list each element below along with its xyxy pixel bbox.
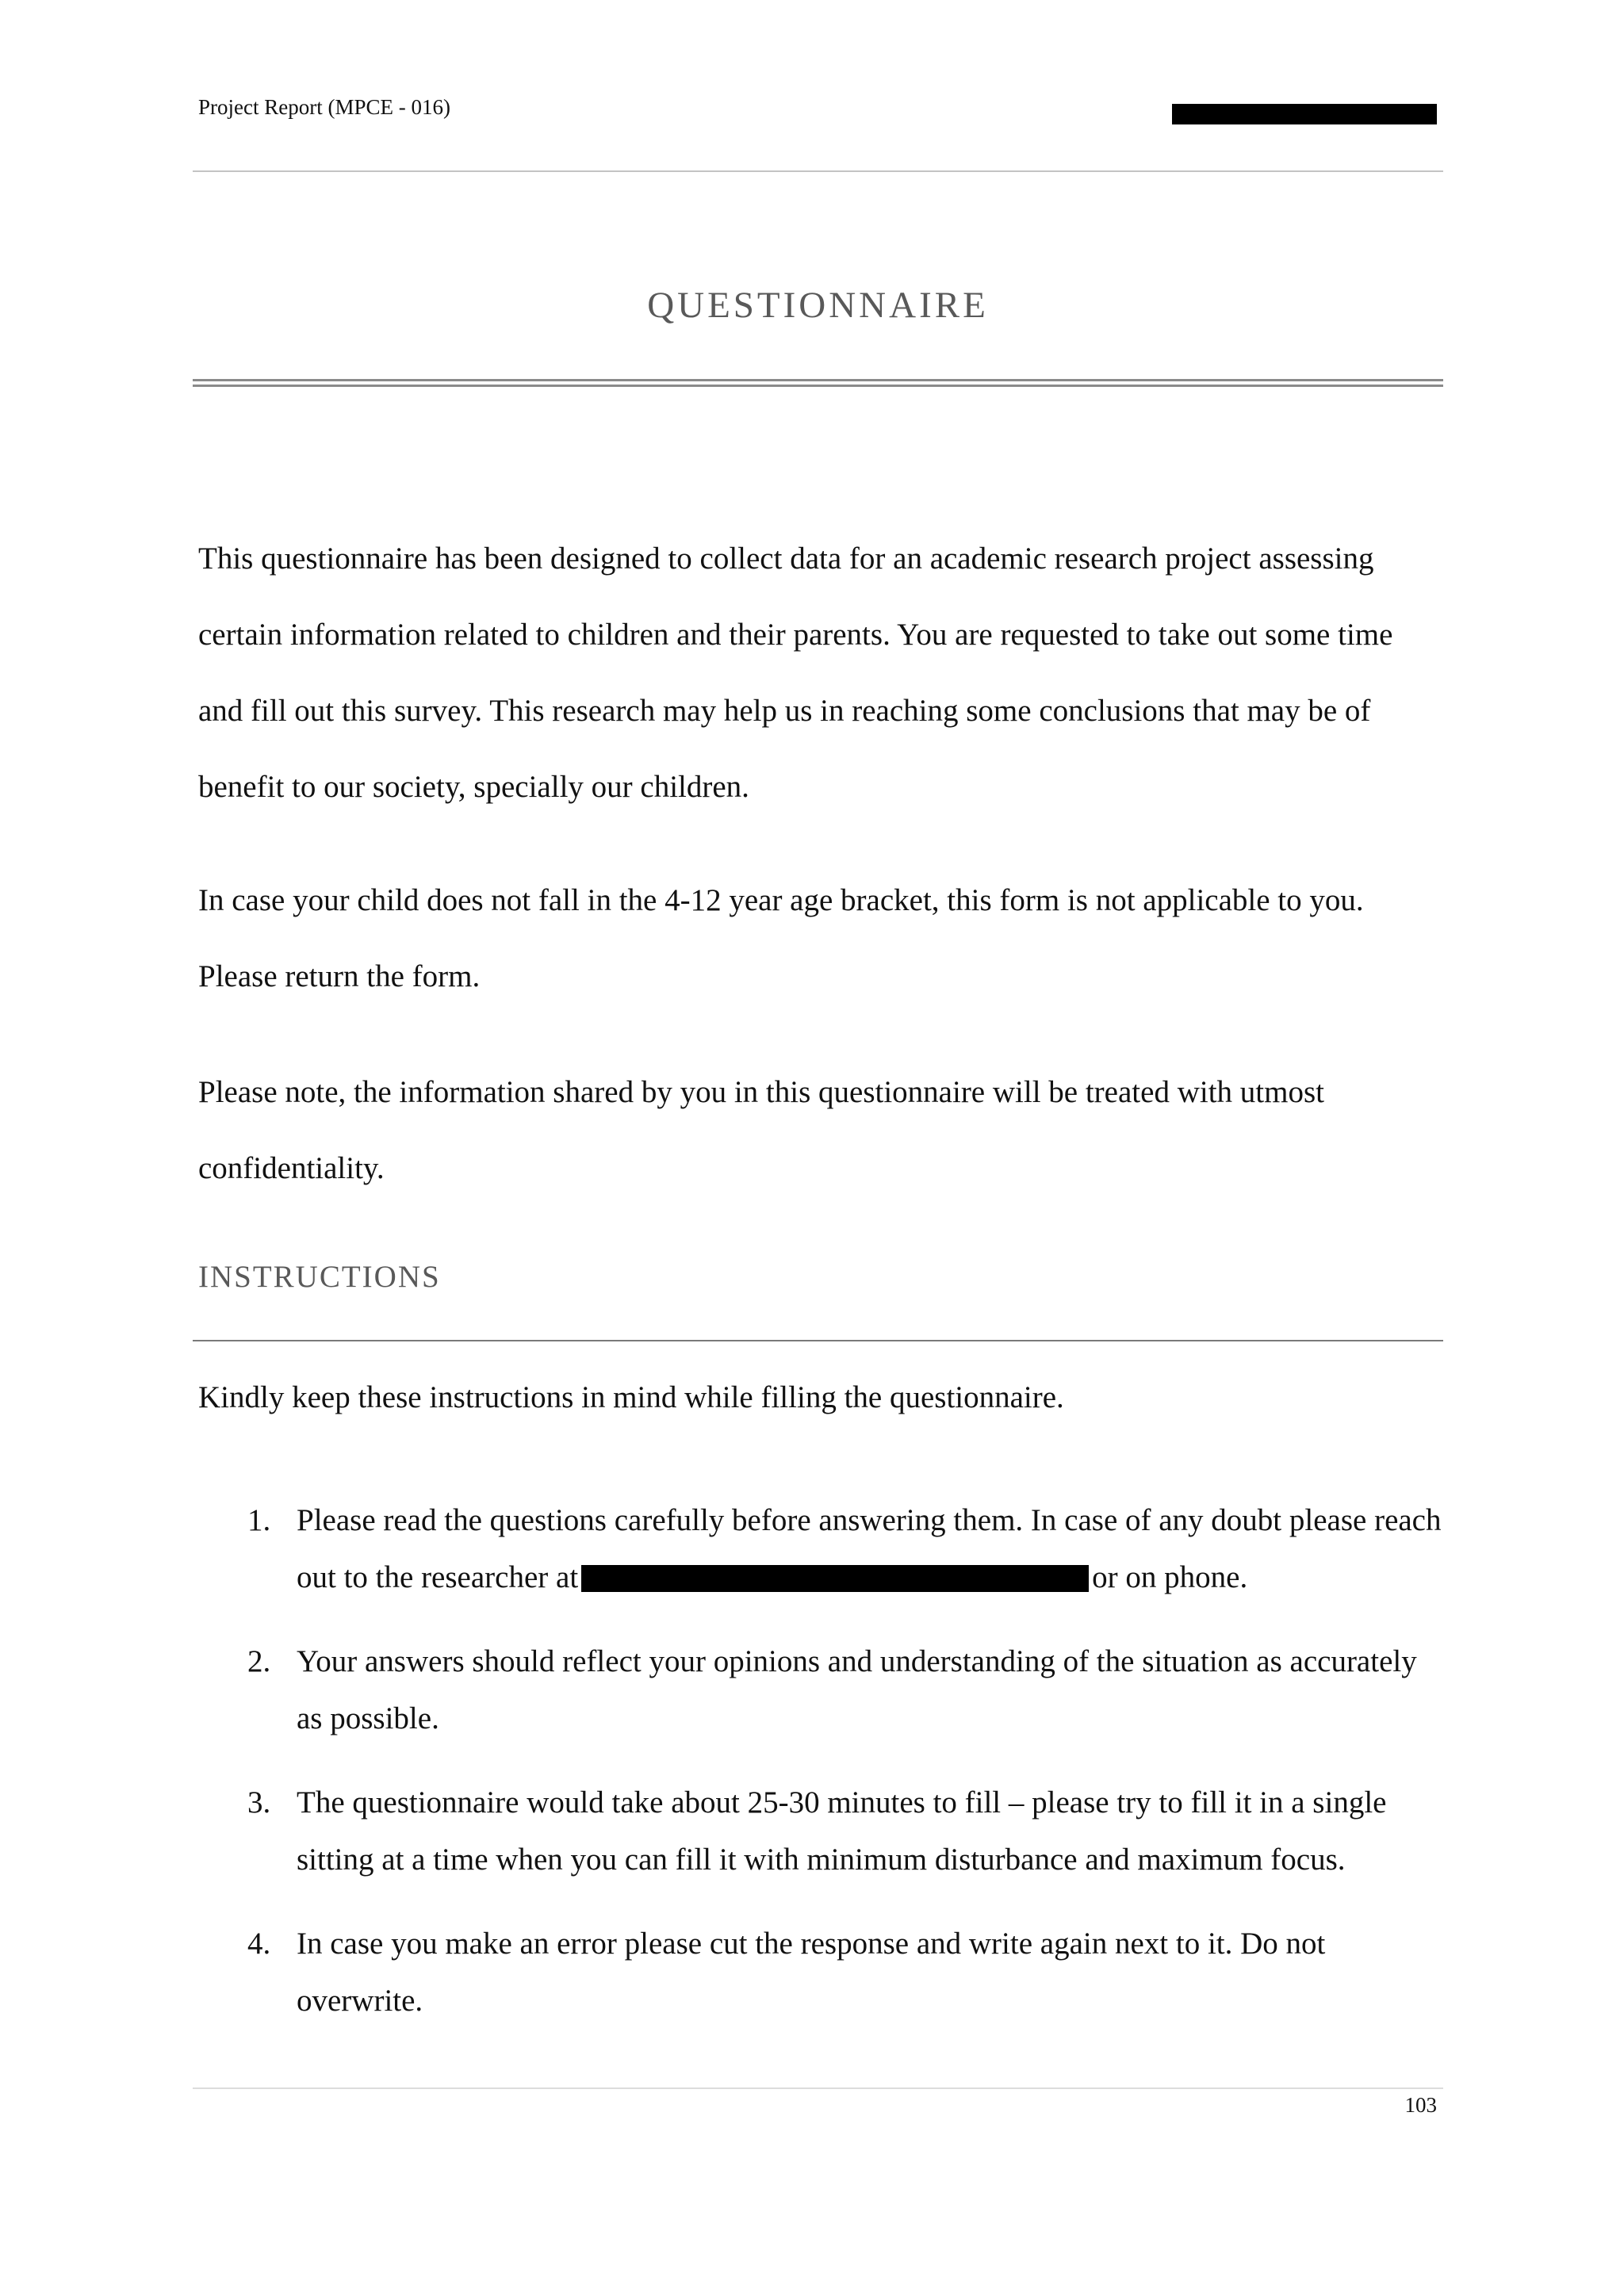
- header-divider: [193, 170, 1443, 172]
- instructions-heading: INSTRUCTIONS: [198, 1260, 441, 1294]
- running-header: Project Report (MPCE - 016): [198, 95, 450, 119]
- age-bracket-paragraph: In case your child does not fall in the 4-12 year age bracket, this form is not applicable to you. Please return the form.: [198, 883, 1364, 993]
- footer-divider: [193, 2087, 1443, 2089]
- list-item: [198, 1915, 1443, 2030]
- list-item-number: 1.: [247, 1503, 271, 1537]
- page-title: QUESTIONNAIRE: [647, 285, 989, 326]
- list-item-number: 2.: [247, 1644, 271, 1678]
- list-item: [198, 1633, 1443, 1747]
- list-item-text-after: or on phone.: [1092, 1560, 1248, 1594]
- header-redaction-bar: [1172, 104, 1437, 124]
- list-item: [198, 1492, 1443, 1606]
- list-item-text: In case you make an error please cut the response and write again next to it. Do not overwrite.: [297, 1927, 1326, 2018]
- intro-paragraph: This questionnaire has been designed to collect data for an academic research project assessing certain information related to children and their parents. You are requested to take out some time and fill out this survey. This research may help us in reaching some conclusions that may be of benefit to our society, specially our children.: [198, 541, 1393, 804]
- page-number: 103: [1404, 2093, 1437, 2117]
- list-item-number: 4.: [247, 1927, 271, 1961]
- instructions-intro: Kindly keep these instructions in mind while filling the questionnaire.: [198, 1380, 1064, 1414]
- list-item: [198, 1774, 1443, 1888]
- list-item-text: Your answers should reflect your opinions and understanding of the situation as accurately as possible.: [297, 1644, 1417, 1735]
- list-item-text: The questionnaire would take about 25-30 minutes to fill – please try to fill it in a single sitting at a time when you can fill it with minimum disturbance and maximum focus.: [297, 1785, 1387, 1877]
- list-item-number: 3.: [247, 1785, 271, 1820]
- list-item-text: Please read the questions carefully before answering them. In case of any doubt please reach out to the researcher at: [297, 1503, 1442, 1594]
- contact-redaction-bar: [581, 1565, 1089, 1592]
- title-double-divider: [193, 379, 1443, 387]
- instructions-list: [198, 1492, 1443, 2057]
- confidentiality-paragraph: Please note, the information shared by you in this questionnaire will be treated with utmost confidentiality.: [198, 1075, 1324, 1185]
- instructions-divider: [193, 1340, 1443, 1341]
